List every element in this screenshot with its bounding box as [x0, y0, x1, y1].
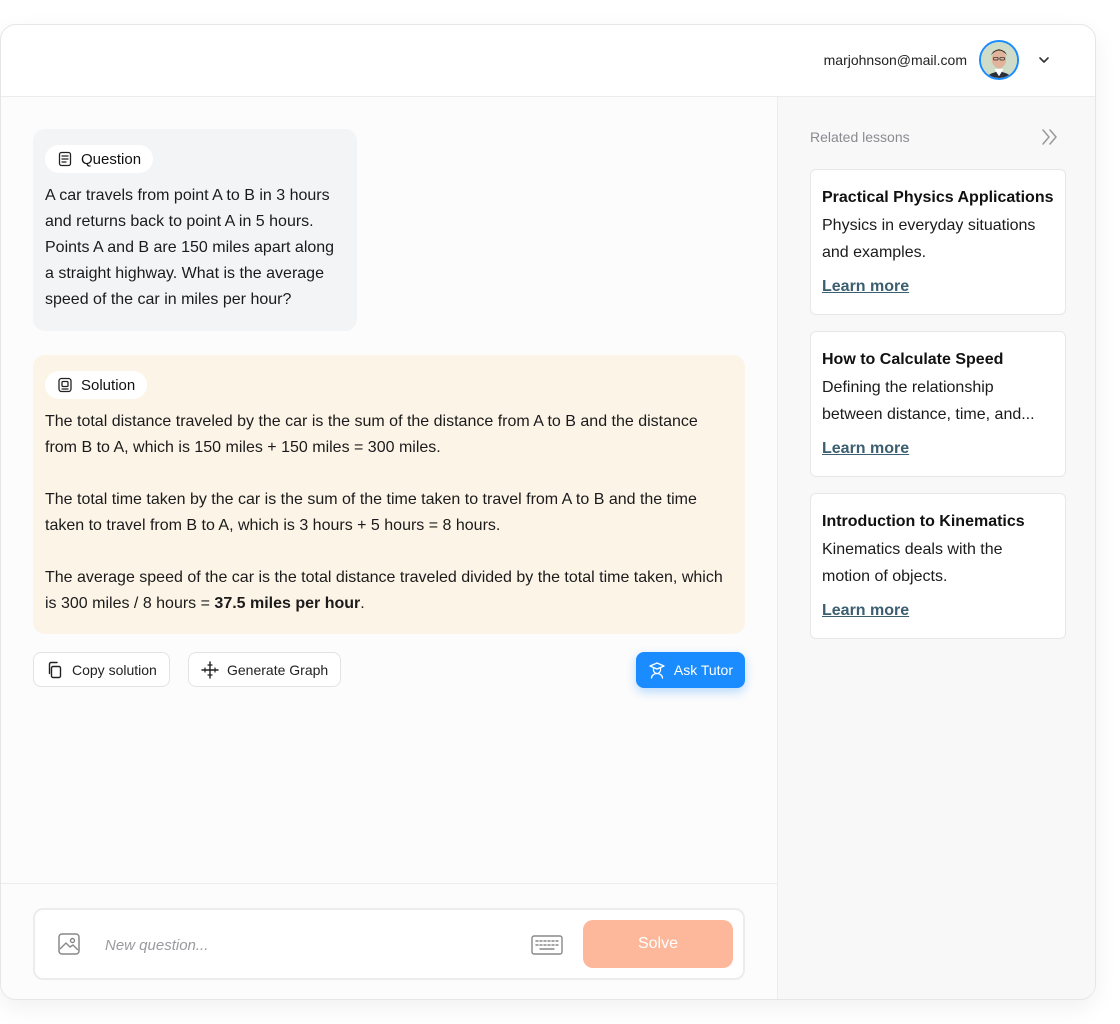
- ask-tutor-label: Ask Tutor: [673, 662, 733, 678]
- lesson-description: Defining the relationship between distance, time, and...: [822, 379, 1035, 423]
- solution-final-paragraph: [45, 565, 733, 617]
- lesson-title: Introduction to Kinematics: [822, 513, 1025, 530]
- avatar-photo: [981, 42, 1017, 78]
- double-chevron-right-icon[interactable]: [1040, 129, 1060, 145]
- solution-paragraph: The total distance traveled by the car is the sum of the distance from A to B and the distance from B to A, which is 150 miles + 150 miles = 300 miles.: [45, 413, 698, 456]
- image-upload-icon[interactable]: [57, 932, 81, 956]
- lesson-title: Practical Physics Applications: [822, 189, 1054, 206]
- main-panel: [1, 97, 777, 1000]
- solution-label: Solution: [81, 376, 136, 394]
- solution-final-suffix: .: [360, 595, 365, 612]
- question-label: Question: [81, 150, 142, 168]
- question-chip: [45, 145, 153, 173]
- lesson-card[interactable]: [810, 169, 1066, 315]
- lesson-description: Physics in everyday situations and examples.: [822, 217, 1036, 261]
- solution-chip: [45, 371, 147, 399]
- related-lessons-title: Related lessons: [810, 129, 910, 145]
- chevron-down-icon[interactable]: [1035, 51, 1053, 69]
- document-icon: [57, 151, 73, 167]
- question-text: A car travels from point A to B in 3 hours and returns back to point A in 5 hours. Points A and B are 150 miles apart along a straight highway. What is the average speed of the car in miles per hour?: [45, 187, 335, 308]
- composer-area: [1, 883, 777, 1000]
- copy-icon: [46, 661, 64, 679]
- solution-card: [33, 355, 745, 634]
- learn-more-link[interactable]: Learn more: [822, 440, 910, 457]
- generate-graph-label: Generate Graph: [227, 661, 329, 678]
- solution-paragraph: The total time taken by the car is the sum of the time taken to travel from A to B and the time taken to travel from B to A, which is 3 hours + 5 hours = 8 hours.: [45, 491, 697, 534]
- lesson-title: How to Calculate Speed: [822, 351, 1004, 368]
- question-composer: [33, 908, 745, 980]
- question-card: [33, 129, 357, 331]
- copy-solution-button[interactable]: [33, 652, 170, 687]
- generate-graph-button[interactable]: [188, 652, 341, 687]
- lesson-card[interactable]: [810, 331, 1066, 477]
- lesson-description: Kinematics deals with the motion of objects.: [822, 541, 1003, 585]
- graph-axes-icon: [201, 661, 219, 679]
- app-window: [0, 24, 1096, 1000]
- solution-actions: [33, 652, 745, 688]
- solution-final-text: The average speed of the car is the total distance traveled divided by the total time taken, which is 300 miles / 8 hours =: [45, 569, 723, 612]
- learn-more-link[interactable]: Learn more: [822, 278, 910, 295]
- avatar[interactable]: [979, 40, 1019, 80]
- solve-button[interactable]: Solve: [583, 920, 733, 968]
- top-bar: [1, 25, 1095, 97]
- copy-solution-label: Copy solution: [72, 661, 157, 678]
- solution-icon: [57, 377, 73, 393]
- tutor-icon: [648, 661, 666, 679]
- solution-text: [45, 409, 733, 617]
- keyboard-icon[interactable]: [531, 934, 563, 956]
- lesson-card[interactable]: [810, 493, 1066, 639]
- related-lessons-sidebar: [777, 97, 1096, 1000]
- solution-answer: 37.5 miles per hour: [214, 595, 361, 612]
- new-question-input[interactable]: [105, 932, 505, 958]
- learn-more-link[interactable]: Learn more: [822, 602, 910, 619]
- user-email[interactable]: marjohnson@mail.com: [823, 52, 967, 68]
- ask-tutor-button[interactable]: [636, 652, 745, 688]
